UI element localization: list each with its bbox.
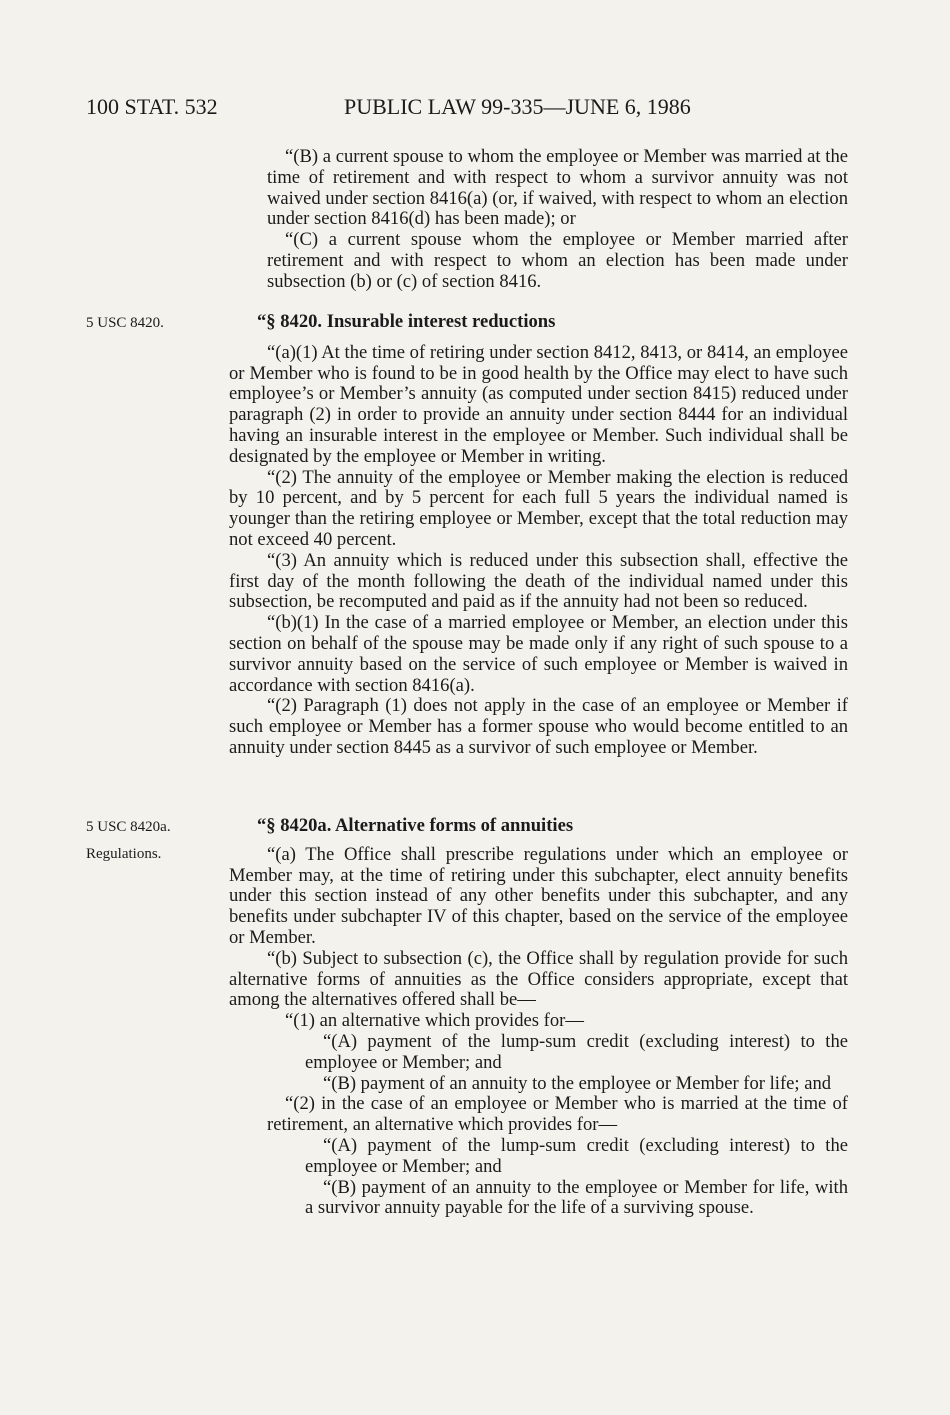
- page-header: [86, 94, 850, 126]
- margin-note-5usc8420: 5 USC 8420.: [86, 315, 164, 331]
- paragraph-b1: “(b)(1) In the case of a married employee or Member, an election under this section on behalf of the spouse may be made only if any right of such spouse to a survivor annuity based on the service of such employee or Member is waived in accordance with section 8416(a).: [229, 612, 848, 696]
- paragraph-a3: “(3) An annuity which is reduced under this subsection shall, effective the first day of the month following the death of the individual named under this subsection, be recomputed and paid as if the annuity had not been so reduced.: [229, 549, 848, 613]
- section-8420a: [229, 816, 848, 1219]
- paragraph-b-2-A: “(A) payment of the lump-sum credit (excluding interest) to the employee or Member; and: [305, 1134, 848, 1177]
- paragraph-b-1: “(1) an alternative which provides for—: [285, 1010, 584, 1032]
- paragraph-b-2: “(2) in the case of an employee or Member who is married at the time of retirement, an alternative which provides for—: [267, 1093, 848, 1136]
- paragraph-b-current-spouse: “(B) a current spouse to whom the employee or Member was married at the time of retirement and with respect to whom a survivor annuity was not waived under section 8416(a) (or, if waived, with respect to whom an election under section 8416(d) has been made); or: [267, 146, 848, 230]
- stat-page-number: 100 STAT. 532: [86, 94, 218, 119]
- section-heading-8420: “§ 8420. Insurable interest reductions: [257, 311, 556, 332]
- margin-note-5usc8420a: 5 USC 8420a.: [86, 819, 171, 835]
- paragraph-a1: “(a)(1) At the time of retiring under section 8412, 8413, or 8414, an employee or Member who is found to be in good health by the Office may elect to have such employee’s or Member’s annuity (as computed under section 8415) reduced under paragraph (2) in order to provide an annuity under section 8444 for an individual having an insurable interest in the employee or Member. Such individual shall be designated by the employee or Member in writing.: [229, 341, 848, 467]
- law-title: PUBLIC LAW 99-335—JUNE 6, 1986: [344, 94, 691, 119]
- paragraph-8420a-b: “(b) Subject to subsection (c), the Office shall by regulation provide for such alternative forms of annuities as the Office considers appropriate, except that among the alternatives offered shall be—: [229, 947, 848, 1011]
- paragraph-b-1-A: “(A) payment of the lump-sum credit (excluding interest) to the employee or Member; and: [305, 1030, 848, 1073]
- margin-note-regulations: Regulations.: [86, 846, 162, 862]
- paragraph-b-1-B: “(B) payment of an annuity to the employee or Member for life; and: [323, 1072, 832, 1094]
- paragraph-b-2-B: “(B) payment of an annuity to the employee or Member for life, with a survivor annuity payable for the life of a surviving spouse.: [305, 1176, 848, 1219]
- section-heading-8420a: “§ 8420a. Alternative forms of annuities: [257, 815, 574, 836]
- continuation-block: [229, 147, 848, 293]
- paragraph-8420a-a: “(a) The Office shall prescribe regulations under which an employee or Member may, at the time of retiring under this subchapter, elect annuity benefits under this section instead of any other benefits under this subchapter, and any benefits under subchapter IV of this chapter, based on the service of the employee or Member.: [229, 843, 848, 948]
- paragraph-a2: “(2) The annuity of the employee or Member making the election is reduced by 10 percent, and by 5 percent for each full 5 years the individual named is younger than the retiring employee or Member, except that the total reduction may not exceed 40 percent.: [229, 466, 848, 550]
- paragraph-c-current-spouse: “(C) a current spouse whom the employee or Member married after retirement and with respect to whom an election has been made under subsection (b) or (c) of section 8416.: [267, 229, 848, 292]
- paragraph-b2: “(2) Paragraph (1) does not apply in the case of an employee or Member if such employee or Member has a former spouse who would become entitled to an annuity under section 8445 as a survivor of such employee or Member.: [229, 695, 848, 758]
- section-8420: [229, 312, 848, 759]
